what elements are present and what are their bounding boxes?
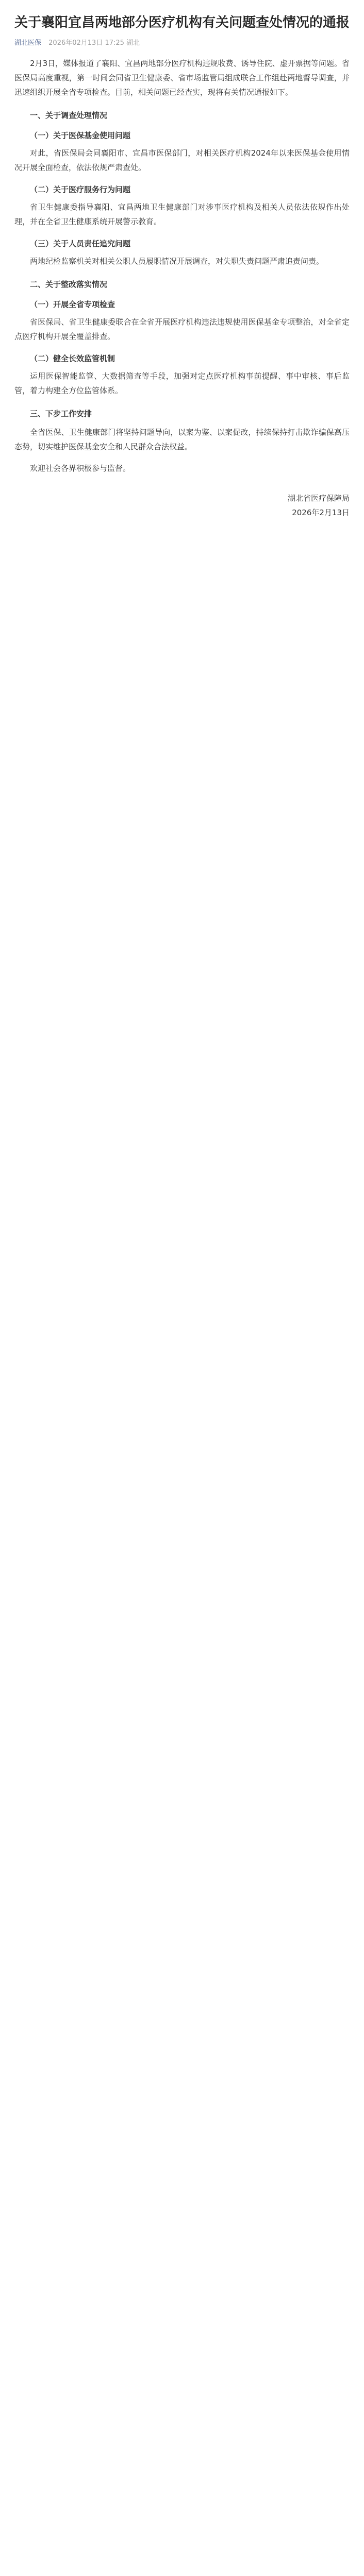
paragraph: 运用医保智能监管、大数据筛查等手段，加强对定点医疗机构事前提醒、事中审核、事后监管，着力构建全方位监管体系。	[14, 371, 350, 395]
paragraph: 全省医保、卫生健康部门将坚持问题导向，以案为鉴、以案促改，持续保持打击欺诈骗保高压态势，切实维护医保基金安全和人民群众合法权益。	[14, 428, 350, 451]
paragraph: 省卫生健康委指导襄阳、宜昌两地卫生健康部门对涉事医疗机构及相关人员依法依规作出处理，并在全省卫生健康系统开展警示教育。	[14, 202, 350, 226]
paragraph-outro: 欢迎社会各界积极参与监督。	[30, 464, 131, 473]
section-heading-1: 一、关于调查处理情况	[30, 111, 108, 120]
publish-date: 2026年02月13日 17:25 湖北	[48, 39, 140, 47]
paragraph: 省医保局、省卫生健康委联合在全省开展医疗机构违法违规使用医保基金专项整治，对全省定点医疗机构开展全覆盖排查。	[14, 317, 350, 341]
subsection-heading-2-2: （二）健全长效监管机制	[30, 354, 115, 363]
subsection-heading-1-1: （一）关于医保基金使用问题	[30, 131, 131, 140]
paragraph-intro: 2月3日，媒体报道了襄阳、宜昌两地部分医疗机构违规收费、诱导住院、虚开票据等问题。省医保局高度重视，第一时间会同省卫生健康委、省市场监管局组成联合工作组赴两地督导调查，并迅速组织开展全省专项检查。目前，相关问题已经查实，现将有关情况通报如下。	[14, 59, 350, 97]
signature-block	[14, 491, 350, 520]
paragraph: 对此，省医保局会同襄阳市、宜昌市医保部门，对相关医疗机构2024年以来医保基金使用情况开展全面检查，依法依规严肃查处。	[14, 148, 350, 172]
article-body	[14, 56, 350, 476]
subsection-heading-1-2: （二）关于医疗服务行为问题	[30, 185, 131, 194]
section-heading-3: 三、下步工作安排	[30, 409, 92, 418]
section-heading-2: 二、关于整改落实情况	[30, 280, 108, 289]
page	[0, 0, 364, 540]
article-meta	[14, 37, 350, 47]
signature-date: 2026年2月13日	[292, 508, 350, 517]
subsection-heading-2-1: （一）开展全省专项检查	[30, 300, 115, 309]
article-title: 关于襄阳宜昌两地部分医疗机构有关问题查处情况的通报	[14, 15, 350, 30]
signature-org: 湖北省医疗保障局	[287, 494, 350, 503]
paragraph: 两地纪检监察机关对相关公职人员履职情况开展调查，对失职失责问题严肃追责问责。	[30, 257, 324, 266]
subsection-heading-1-3: （三）关于人员责任追究问题	[30, 239, 131, 248]
source-link[interactable]: 湖北医保	[14, 39, 42, 47]
